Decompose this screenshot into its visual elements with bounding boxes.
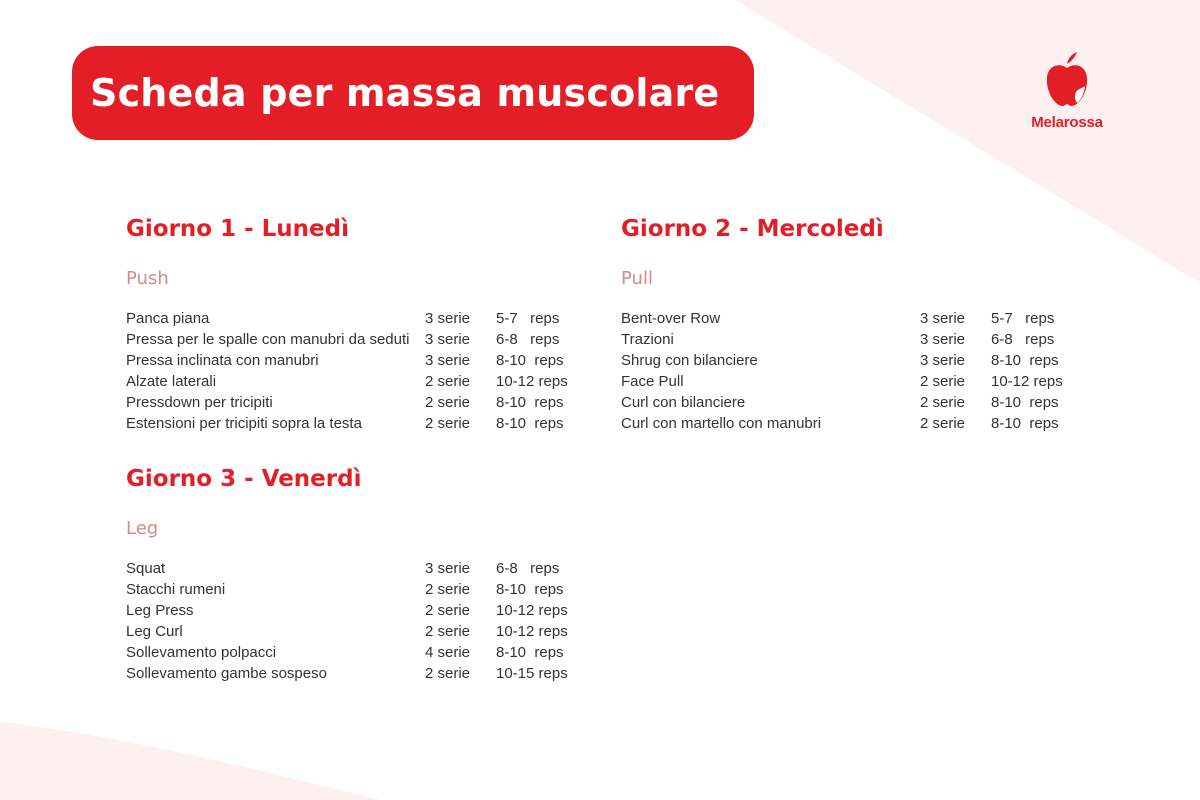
exercise-name: Bent-over Row <box>621 310 721 327</box>
day-3-section <box>126 464 566 684</box>
exercise-reps: 10-12 reps <box>991 373 1063 390</box>
logo-text: Melarossa <box>1031 114 1103 131</box>
exercise-reps: 8-10 reps <box>991 394 1059 411</box>
exercise-row <box>621 329 1061 350</box>
exercise-name: Leg Press <box>126 602 194 619</box>
exercise-row <box>126 600 566 621</box>
melarossa-logo <box>1022 50 1112 140</box>
exercise-sets: 2 serie <box>425 602 471 619</box>
title-banner <box>72 46 754 140</box>
exercise-list <box>126 558 566 684</box>
exercise-name: Curl con bilanciere <box>621 394 746 411</box>
exercise-row <box>126 621 566 642</box>
exercise-name: Panca piana <box>126 310 210 327</box>
exercise-sets: 2 serie <box>425 394 471 411</box>
exercise-row <box>126 558 566 579</box>
exercise-sets: 3 serie <box>425 310 471 327</box>
exercise-reps: 10-12 reps <box>496 373 568 390</box>
exercise-list <box>621 308 1061 434</box>
exercise-reps: 6-8 reps <box>991 331 1055 348</box>
exercise-sets: 2 serie <box>425 581 471 598</box>
exercise-name: Sollevamento polpacci <box>126 644 277 661</box>
exercise-reps: 5-7 reps <box>496 310 560 327</box>
exercise-row <box>621 308 1061 329</box>
exercise-list <box>126 308 566 434</box>
exercise-sets: 2 serie <box>425 665 471 682</box>
day-subtitle: Push <box>126 268 169 289</box>
exercise-sets: 3 serie <box>920 331 966 348</box>
exercise-reps: 5-7 reps <box>991 310 1055 327</box>
day-title: Giorno 2 - Mercoledì <box>621 216 884 242</box>
exercise-name: Pressa inclinata con manubri <box>126 352 319 369</box>
day-title: Giorno 1 - Lunedì <box>126 216 350 242</box>
exercise-sets: 2 serie <box>920 373 966 390</box>
exercise-sets: 3 serie <box>920 310 966 327</box>
exercise-reps: 6-8 reps <box>496 331 560 348</box>
exercise-row <box>126 308 566 329</box>
exercise-name: Pressa per le spalle con manubri da seduti <box>126 331 410 348</box>
day-1-section <box>126 214 566 434</box>
day-2-section <box>621 214 1061 434</box>
exercise-reps: 8-10 reps <box>496 415 564 432</box>
exercise-name: Alzate laterali <box>126 373 217 390</box>
exercise-name: Pressdown per tricipiti <box>126 394 273 411</box>
exercise-reps: 10-12 reps <box>496 623 568 640</box>
exercise-row <box>621 392 1061 413</box>
exercise-row <box>621 350 1061 371</box>
exercise-name: Leg Curl <box>126 623 183 640</box>
exercise-sets: 3 serie <box>425 331 471 348</box>
exercise-name: Trazioni <box>621 331 674 348</box>
exercise-sets: 2 serie <box>425 623 471 640</box>
day-title: Giorno 3 - Venerdì <box>126 466 362 492</box>
exercise-row <box>126 371 566 392</box>
exercise-name: Face Pull <box>621 373 684 390</box>
exercise-row <box>126 413 566 434</box>
exercise-sets: 2 serie <box>425 415 471 432</box>
exercise-row <box>126 392 566 413</box>
exercise-row <box>621 413 1061 434</box>
exercise-sets: 3 serie <box>920 352 966 369</box>
exercise-reps: 10-12 reps <box>496 602 568 619</box>
exercise-sets: 3 serie <box>425 560 471 577</box>
exercise-reps: 8-10 reps <box>496 644 564 661</box>
day-subtitle: Leg <box>126 518 159 539</box>
exercise-name: Shrug con bilanciere <box>621 352 758 369</box>
exercise-row <box>621 371 1061 392</box>
exercise-name: Squat <box>126 560 166 577</box>
exercise-row <box>126 663 566 684</box>
exercise-sets: 3 serie <box>425 352 471 369</box>
exercise-reps: 8-10 reps <box>991 352 1059 369</box>
exercise-sets: 2 serie <box>425 373 471 390</box>
exercise-reps: 10-15 reps <box>496 665 568 682</box>
exercise-row <box>126 642 566 663</box>
exercise-row <box>126 579 566 600</box>
background-pink-shape-bottom-left <box>0 722 380 800</box>
exercise-name: Stacchi rumeni <box>126 581 226 598</box>
exercise-sets: 4 serie <box>425 644 471 661</box>
exercise-reps: 6-8 reps <box>496 560 560 577</box>
exercise-name: Sollevamento gambe sospeso <box>126 665 327 682</box>
exercise-row <box>126 350 566 371</box>
exercise-reps: 8-10 reps <box>991 415 1059 432</box>
exercise-name: Curl con martello con manubri <box>621 415 822 432</box>
exercise-sets: 2 serie <box>920 415 966 432</box>
page-title: Scheda per massa muscolare <box>90 71 720 115</box>
apple-icon <box>1044 50 1090 110</box>
exercise-sets: 2 serie <box>920 394 966 411</box>
exercise-row <box>126 329 566 350</box>
exercise-name: Estensioni per tricipiti sopra la testa <box>126 415 362 432</box>
exercise-reps: 8-10 reps <box>496 581 564 598</box>
day-subtitle: Pull <box>621 268 653 289</box>
exercise-reps: 8-10 reps <box>496 394 564 411</box>
exercise-reps: 8-10 reps <box>496 352 564 369</box>
